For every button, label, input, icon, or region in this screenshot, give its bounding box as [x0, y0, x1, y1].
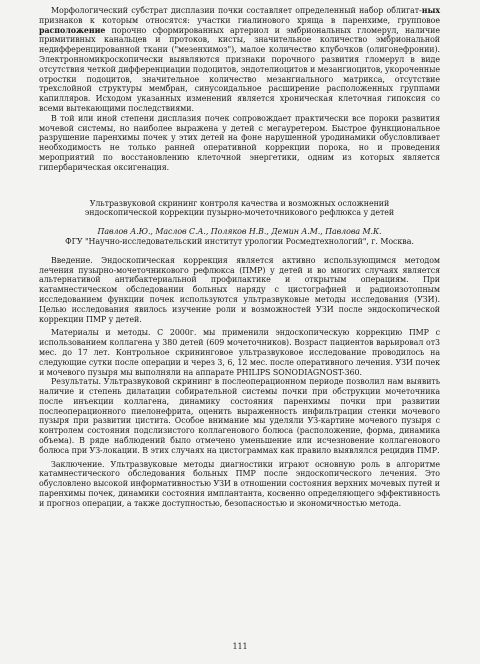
paragraph-morphology-bold-1: ных	[421, 6, 440, 15]
article-title: Ультразвуковой скрининг контроля качества и возможных осложнений эндоскопической коррекции пузырно-мочеточникового рефлюкса у детей	[84, 198, 395, 218]
page-number: 111	[232, 642, 248, 651]
paragraph-results: Результаты. Ультразвуковой скрининг в послеоперационном периоде позволил нам выявить наличие и степень дилатации собирательной системы почки при обструкции мочеточника после инъекции коллагена, динамику состояния паренхимы почки при развитии послеоперационного пиелонефрита, оценить выраженность инфильтрации стенки мочевого пузыря при развитии цистита. Особое внимание мы уделяли УЗ-картине мочевого пузыря с контролем состояния подслизистого коллагенового болюса (расположение, форма, динамика объема). В ряде наблюдений было отмечено уменьшение или исчезновение коллагенового болюса при УЗ-локации. В этих случаях на цистограммах как правило выявлялся рецидив ПМР.	[39, 377, 440, 455]
paragraph-conclusion: Заключение. Ультразвуковые методы диагностики играют основную роль в алгоритме катамнестического обследования больных ПМР после эндоскопического лечения. Это обусловлено высокой информативностью УЗИ в отношении состояния верхних мочевых путей и паренхимы почек, динамики состояния имплантанта, косвенно определяющего эффективность и прогноз операции, а также доступностью, безопасностью и экономичностью метода.	[39, 459, 440, 508]
article-authors: Павлов А.Ю., Маслов С.А., Поляков Н.В., Демин А.М., Павлова М.К.	[97, 227, 382, 237]
paragraph-morphology-bold-2: расположение	[39, 25, 106, 35]
paragraph-morphology-lead: Морфологический субстрат дисплазии почки составляет определенный набор облигат-	[51, 6, 422, 15]
paragraph-morphology-rest: порочно сформированных артериол и эмбриональных гломерул, наличие примитивных канальцев и протоков, кисты, значительное количество эмбриональной недифференцированной ткани ("мезенхимоз"), малое количество клубочков (олигонефронии). Электронномикроскопически выявляются признаки порочного развития гломерул в виде отсутствия четкой дифференциации подоцитов, эндотелиоцитов и мезангиоцитов, укороченные отростки подоцитов, значительное количество мезангиального матрикса, отсутствие трехслойной структуры мембран, синусоидальное расширение расположенных группами капилляров. Исходом указанных изменений является хроническая клеточная гипоксия со всеми вытекающими последствиями.	[39, 25, 440, 113]
paragraph-morphology	[39, 6, 440, 114]
paragraph-morphology-mid: признаков к которым относятся: участки гиалинового хряща в паренхиме, групповое	[39, 15, 440, 25]
paragraph-methods: Материалы и методы. С 2000г. мы применили эндоскопическую коррекцию ПМР с использованием коллагена у 380 детей (609 мочеточников). Возраст пациентов варьировал от3 мес. до 17 лет. Контрольное скрининговое ультразвуковое исследование проводилось на следующие сутки после операции и через 3, 6, 12 мес. после оперативного лечения. УЗИ почек и мочевого пузыря мы выполняли на аппарате PHILIPS SONODIAGNOST-360.	[39, 328, 440, 377]
article-institution: ФГУ "Научно-исследовательский институт урологии Росмедтехнологий", г. Москва.	[65, 236, 414, 246]
paragraph-dysplasia: В той или иной степени дисплазия почек сопровождает практически все пороки развития мочевой системы, но наиболее выражена у детей с мегауретером. Быстрое функциональное разрушение паренхимы почек у этих детей на фоне нарушенной уродинамики обусловливает необходимость не только ранней оперативной коррекции порока, но и проведения мероприятий по восстановлению клеточной энергетики, одним из которых является гипербарическая оксигенация.	[39, 113, 440, 172]
paragraph-introduction: Введение. Эндоскопическая коррекция является активно использующимся методом лечения пузырно-мочеточникового рефлюкса (ПМР) у детей и во многих случаях является альтернативой антибактериальной профилактике и открытым операциям. При катамнестическом обследовании больных наряду с цистографией и радиоизотопным исследованием функции почек используются ультразвуковые методы исследования (УЗИ). Целью исследования явилось изучение роли и возможностей УЗИ после эндоскопической коррекции ПМР у детей.	[39, 255, 440, 324]
